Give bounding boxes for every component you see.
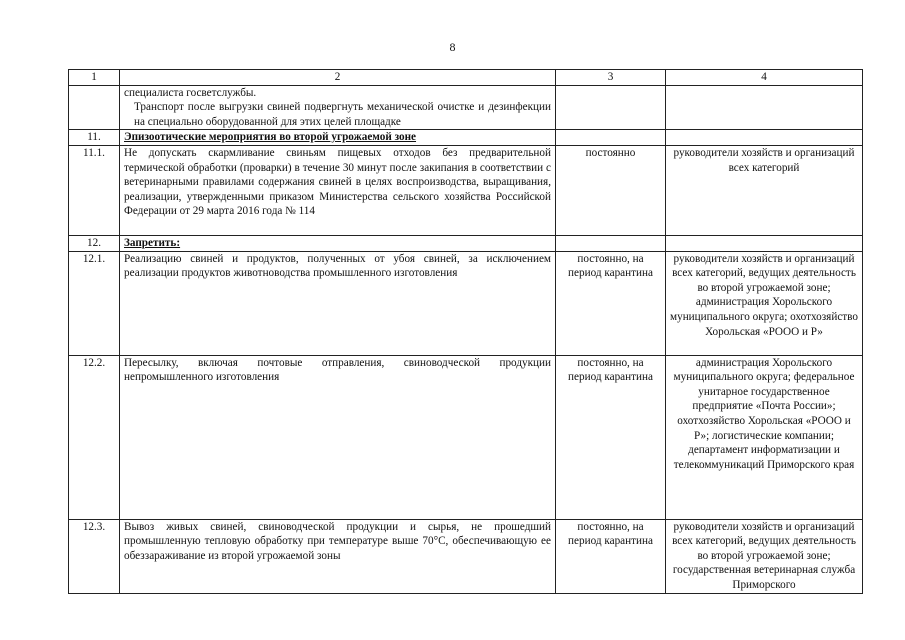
row-term <box>556 85 666 130</box>
row-number: 12.2. <box>69 355 120 519</box>
row-responsible: руководители хозяйств и организаций всех категорий, ведущих деятельность во второй угрожаемой зоне; государственная ветеринарная служба Приморского <box>666 519 863 593</box>
row-number <box>69 85 120 130</box>
description-paragraph: Транспорт после выгрузки свиней подвергнуть механической очистке и дезинфекции на специально оборудованной для этих целей площадке <box>134 101 551 128</box>
column-header: 3 <box>556 70 666 86</box>
row-description: Пересылку, включая почтовые отправления, свиноводческой продукции непромышленного изготовления <box>120 355 556 519</box>
table-row <box>69 145 863 235</box>
row-description: Не допускать скармливание свиньям пищевых отходов без предварительной термической обработки (проварки) в течение 30 минут после закипания в соответствии с ветеринарными правилами содержания свиней в целях воспроизводства, выращивания, реализации, утвержденными приказом Министерства сельского хозяйства Российской Федерации от 29 марта 2016 года № 114 <box>120 145 556 235</box>
row-number: 12.3. <box>69 519 120 593</box>
row-responsible: руководители хозяйств и организаций всех категорий, ведущих деятельность во второй угрожаемой зоне; администрация Хорольского муниципального округа; охотхозяйство Хорольская «РООО и Р» <box>666 251 863 355</box>
row-term: постоянно <box>556 145 666 235</box>
table-row <box>69 519 863 593</box>
row-term: постоянно, на период карантина <box>556 519 666 593</box>
row-description: Вывоз живых свиней, свиноводческой продукции и сырья, не прошедший промышленную тепловую обработку при температуре выше 70°С, обеспечивающую ее обеззараживание из второй угрожаемой зоны <box>120 519 556 593</box>
row-responsible: администрация Хорольского муниципального округа; федеральное унитарное государственное предприятие «Почта России»; охотхозяйство Хорольская «РООО и Р»; логистические компании; департамент информатизации и телекоммуникаций Приморского края <box>666 355 863 519</box>
section-title: Запретить: <box>120 235 556 251</box>
empty-cell <box>556 130 666 146</box>
row-number: 12.1. <box>69 251 120 355</box>
row-number: 11.1. <box>69 145 120 235</box>
column-header: 2 <box>120 70 556 86</box>
row-responsible: руководители хозяйств и организаций всех категорий <box>666 145 863 235</box>
row-description <box>120 85 556 130</box>
page-number: 8 <box>449 40 456 54</box>
column-header: 1 <box>69 70 120 86</box>
section-row <box>69 130 863 146</box>
measures-table <box>68 69 863 594</box>
row-responsible <box>666 85 863 130</box>
row-term: постоянно, на период карантина <box>556 355 666 519</box>
section-title: Эпизоотические мероприятия во второй угрожаемой зоне <box>120 130 556 146</box>
row-description: Реализацию свиней и продуктов, полученных от убоя свиней, за исключением реализации продуктов животноводства промышленного изготовления <box>120 251 556 355</box>
empty-cell <box>666 235 863 251</box>
row-term: постоянно, на период карантина <box>556 251 666 355</box>
table-row <box>69 85 863 130</box>
table-header-row <box>69 70 863 86</box>
section-number: 12. <box>69 235 120 251</box>
section-number: 11. <box>69 130 120 146</box>
empty-cell <box>666 130 863 146</box>
table-row <box>69 251 863 355</box>
column-header: 4 <box>666 70 863 86</box>
empty-cell <box>556 235 666 251</box>
description-paragraph: специалиста госветслужбы. <box>124 86 257 99</box>
section-row <box>69 235 863 251</box>
table-row <box>69 355 863 519</box>
